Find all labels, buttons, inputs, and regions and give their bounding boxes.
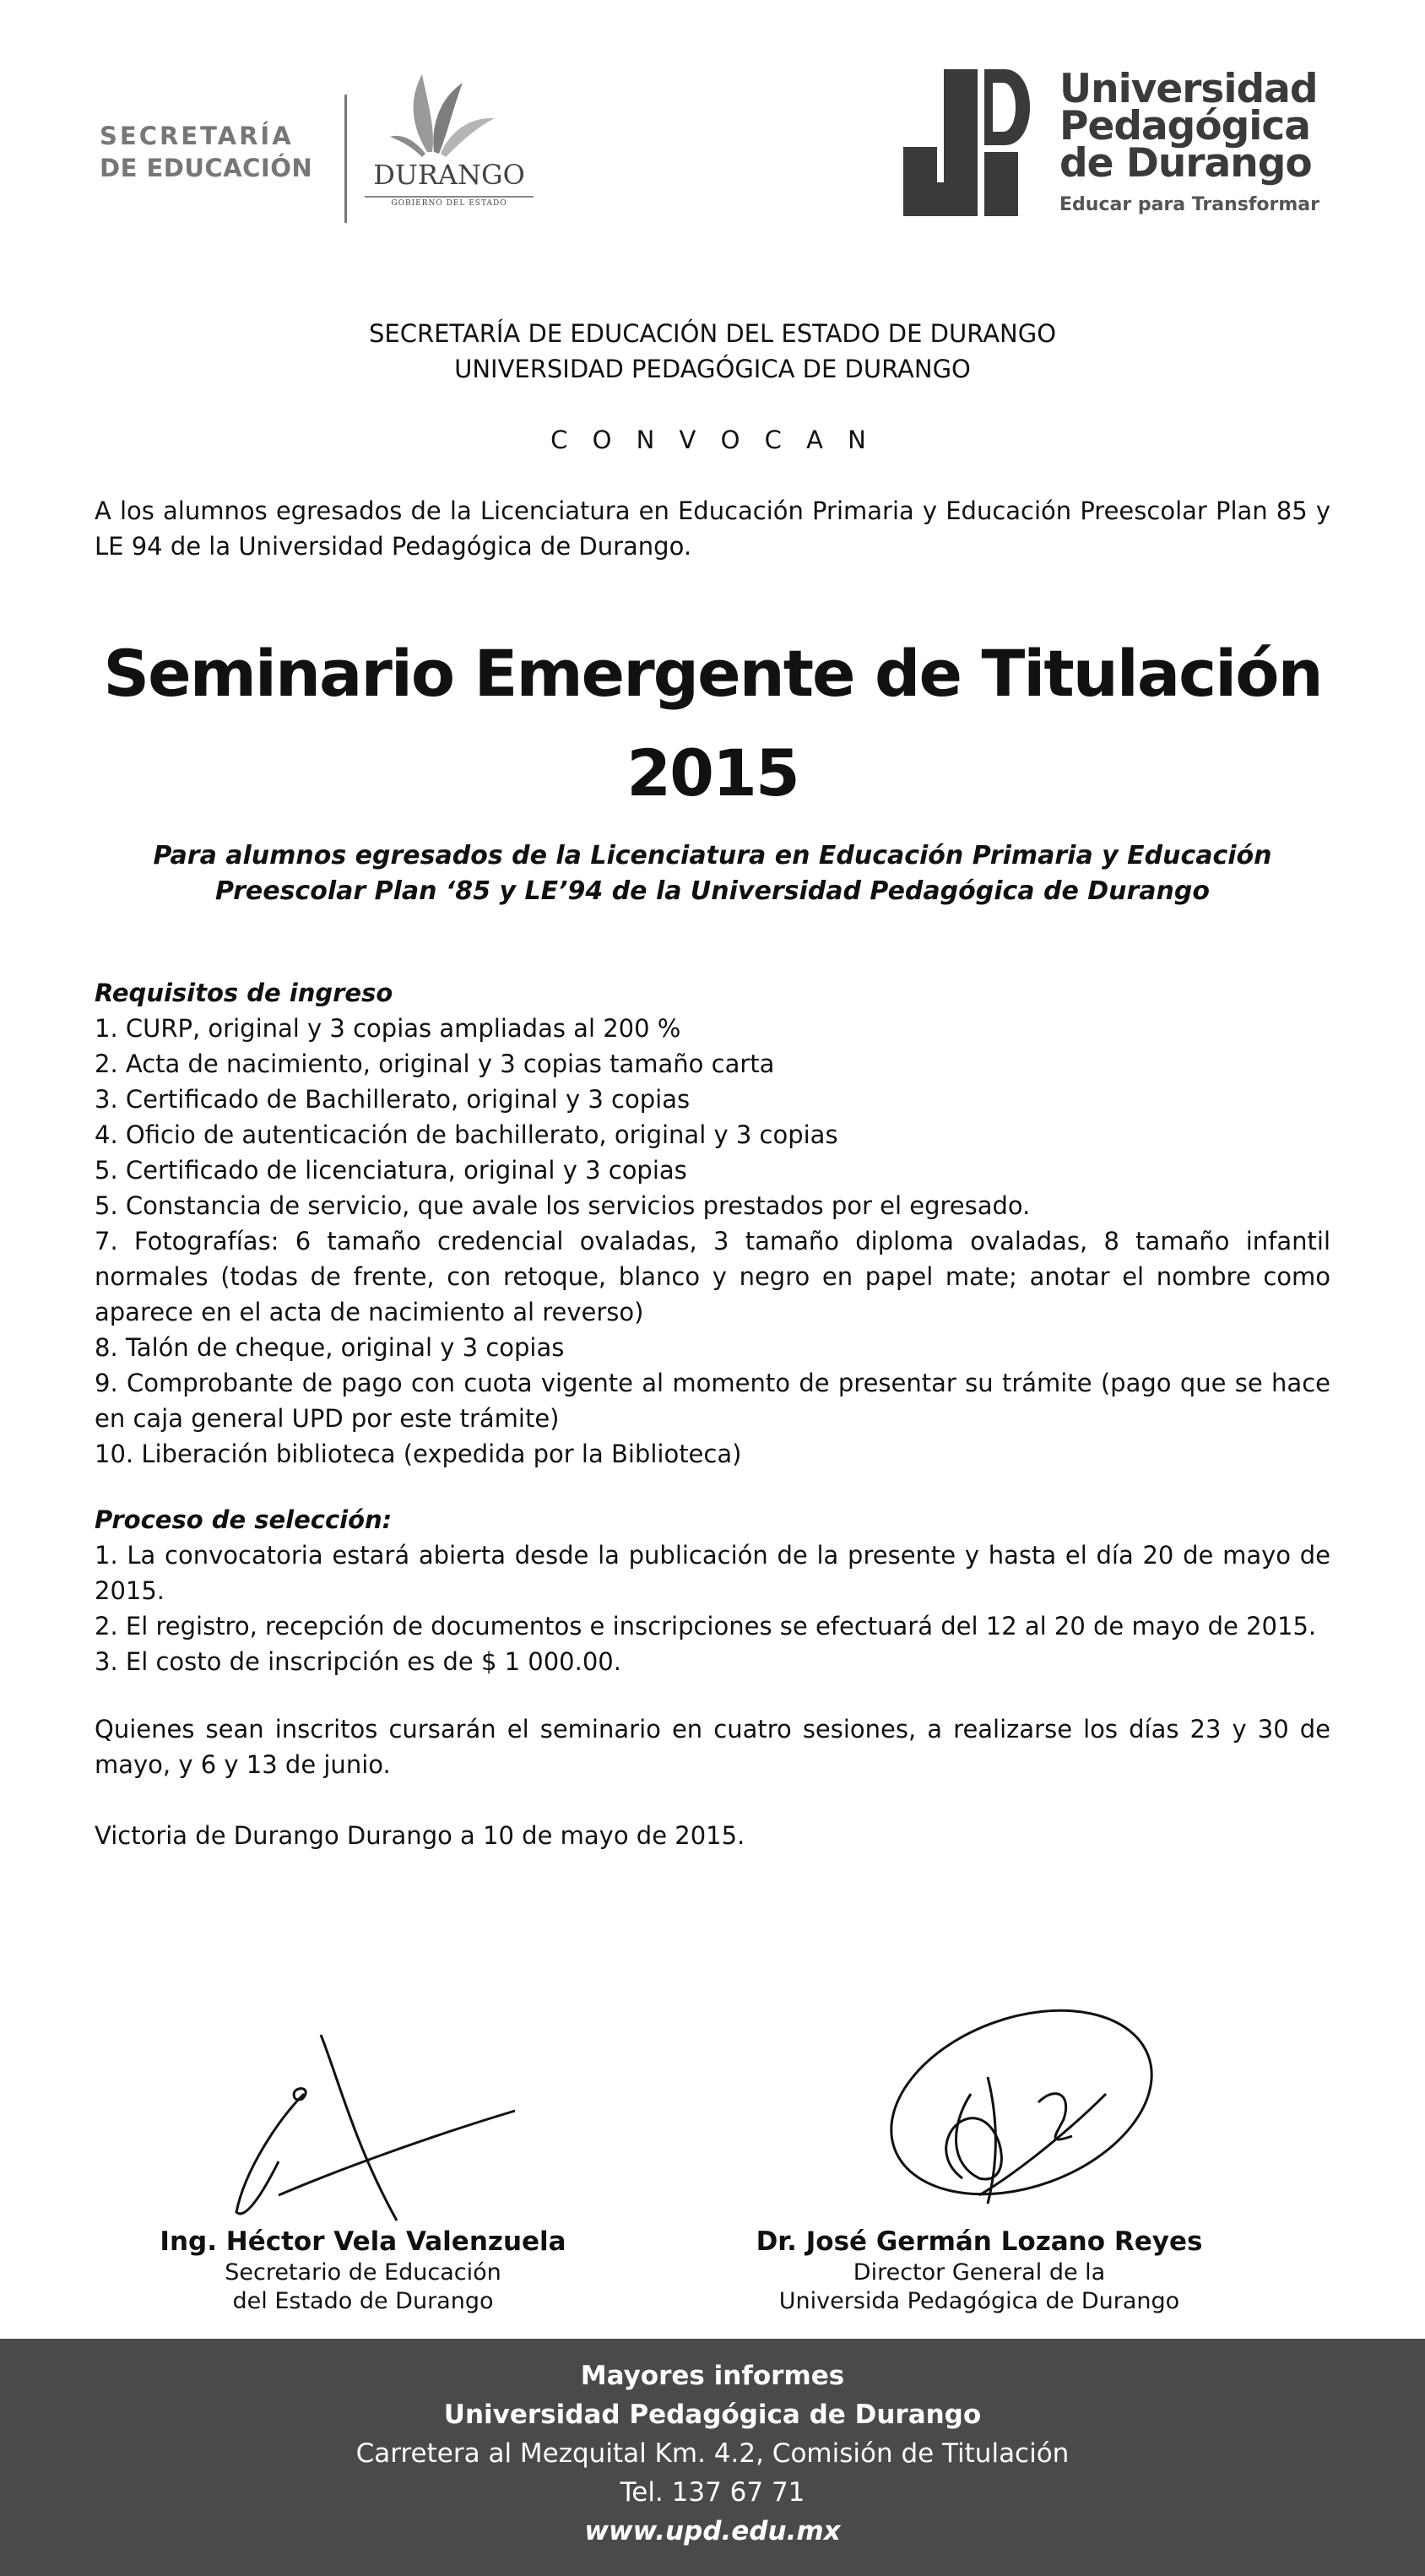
upd-logo-line1: Universidad: [1059, 66, 1318, 112]
footer-line1: Mayores informes: [580, 2361, 845, 2391]
upd-monogram-icon: [903, 69, 1043, 217]
upd-logo-name: [1059, 66, 1318, 187]
process-item: 2. El registro, recepción de documentos e inscripciones se efectuará del 12 al 20 de mayo de 2015.: [95, 1612, 1317, 1641]
upd-logo-line2: Pedagógica: [1059, 103, 1310, 149]
requirement-item: 5. Constancia de servicio, que avale los servicios prestados por el egresado.: [95, 1191, 1031, 1220]
requirement-item: 3. Certificado de Bachillerato, original y 3 copias: [95, 1085, 691, 1114]
process-item: 1. La convocatoria estará abierta desde la publicación de la presente y hasta el día 20 de mayo de 2015.: [95, 1541, 1330, 1605]
process-heading: Proceso de selección:: [95, 1505, 393, 1534]
subtitle-line1: Para alumnos egresados de la Licenciatura en Educación Primaria y Educación: [153, 841, 1272, 870]
secretaria-logo-text: [100, 120, 312, 184]
subtitle-line2: Preescolar Plan ‘85 y LE’94 de la Universidad Pedagógica de Durango: [215, 876, 1210, 906]
signer-vela: [127, 2225, 599, 2316]
intro-paragraph: A los alumnos egresados de la Licenciatura en Educación Primaria y Educación Preescolar Plan 85 y LE 94 de la Universidad Pedagógica de Durango.: [95, 496, 1330, 561]
signer-name: Ing. Héctor Vela Valenzuela: [160, 2226, 566, 2257]
signer-lozano: [743, 2225, 1216, 2316]
requirement-item: 8. Talón de cheque, original y 3 copias: [95, 1333, 565, 1362]
upd-logo: [903, 66, 1342, 221]
heading-line1: SECRETARÍA DE EDUCACIÓN DEL ESTADO DE DURANGO: [368, 319, 1057, 348]
signer-role: del Estado de Durango: [232, 2288, 494, 2314]
footer-line2: Universidad Pedagógica de Durango: [443, 2400, 982, 2430]
requirement-item: 2. Acta de nacimiento, original y 3 copias tamaño carta: [95, 1049, 775, 1078]
process-section: [95, 1502, 1330, 1679]
footer-info-banner: [0, 2339, 1425, 2576]
schedule-paragraph: Quienes sean inscritos cursarán el seminario en cuatro sesiones, a realizarse los días 23 y 30 de mayo, y 6 y 13 de junio.: [95, 1715, 1330, 1779]
signer-role: Secretario de Educación: [225, 2259, 501, 2286]
secretaria-logo-line1: SECRETARÍA: [100, 122, 294, 150]
signature-vela: [211, 2026, 549, 2246]
heading-line2: UNIVERSIDAD PEDAGÓGICA DE DURANGO: [454, 355, 971, 383]
upd-logo-line3: de Durango: [1059, 140, 1312, 187]
requirements-heading: Requisitos de ingreso: [95, 979, 393, 1007]
secretaria-educacion-durango-logo: [93, 68, 532, 228]
footer-phone: Tel. 137 67 71: [620, 2477, 805, 2508]
requirement-item: 1. CURP, original y 3 copias ampliadas al 200 %: [95, 1014, 681, 1043]
dateline: Victoria de Durango Durango a 10 de mayo de 2015.: [95, 1821, 745, 1850]
durango-brand-text: DURANGO: [373, 159, 525, 191]
signature-lozano: [853, 1984, 1173, 2237]
requirement-item: 9. Comprobante de pago con cuota vigente al momento de presentar su trámite (pago que se hace en caja general UPD por este trámite): [95, 1369, 1330, 1433]
signer-role: Director General de la: [853, 2259, 1106, 2286]
requirement-item: 5. Certificado de licenciatura, original y 3 copias: [95, 1156, 687, 1185]
upd-logo-tagline: Educar para Transformar: [1059, 194, 1319, 215]
page-title-line2: 2015: [626, 735, 799, 811]
durango-brand-subtext: GOBIERNO DEL ESTADO: [365, 196, 534, 208]
secretaria-logo-line2: DE EDUCACIÓN: [100, 154, 313, 182]
page-title-line1: Seminario Emergente de Titulación: [103, 636, 1322, 711]
process-item: 3. El costo de inscripción es de $ 1 000.00.: [95, 1647, 621, 1676]
signer-role: Universida Pedagógica de Durango: [778, 2288, 1180, 2314]
requirement-item: 10. Liberación biblioteca (expedida por la Biblioteca): [95, 1440, 742, 1468]
requirement-item: 4. Oficio de autenticación de bachillerato, original y 3 copias: [95, 1120, 838, 1149]
signer-name: Dr. José Germán Lozano Reyes: [756, 2226, 1203, 2257]
footer-website-link[interactable]: www.upd.edu.mx: [584, 2516, 841, 2546]
convocan-heading: C O N V O C A N: [550, 426, 875, 454]
requirements-section: [95, 975, 1330, 1472]
requirement-item: 7. Fotografías: 6 tamaño credencial ovaladas, 3 tamaño diploma ovaladas, 8 tamaño infantil normales (todas de frente, con retoque, blanco y negro en papel mate; anotar el nombre como aparece en el acta de nacimiento al reverso): [95, 1227, 1330, 1326]
footer-address: Carretera al Mezquital Km. 4.2, Comisión de Titulación: [355, 2438, 1070, 2469]
logo-divider: [344, 95, 347, 223]
